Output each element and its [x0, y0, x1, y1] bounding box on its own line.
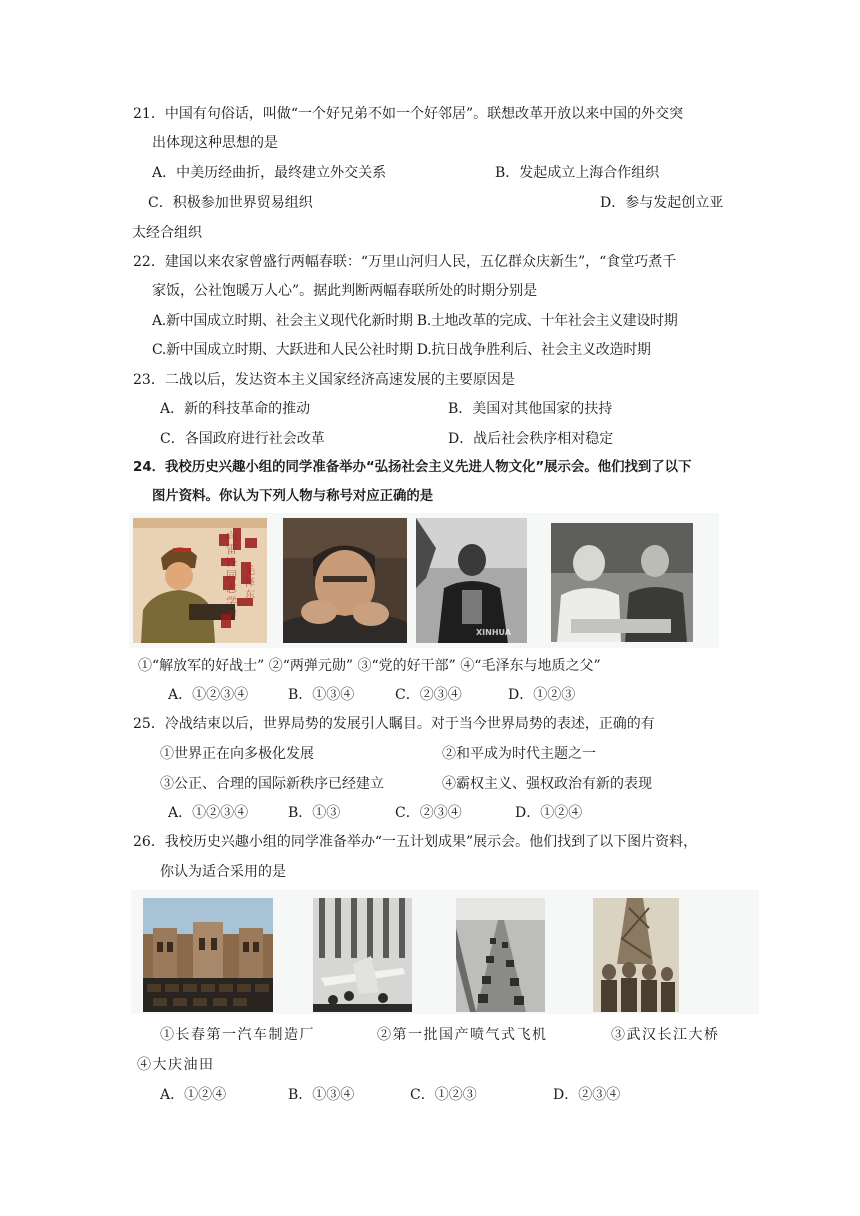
q26-stem-line1: 26．我校历史兴趣小组的同学准备举办“一五计划成果”展示会。他们找到了以下图片资料， — [133, 834, 698, 850]
q23-stem: 23．二战以后，发达资本主义国家经济高速发展的主要原因是 — [133, 372, 515, 388]
jiao-yulu-photo-image — [416, 518, 527, 643]
mao-signature-lettering: 毛泽东 — [245, 566, 255, 601]
q25-option-c: C．②③④ — [395, 805, 462, 821]
q26-caption-4: ④大庆油田 — [137, 1057, 215, 1073]
changchun-auto-plant-image — [143, 898, 273, 1012]
q24-option-c: C．②③④ — [395, 687, 462, 703]
q26-option-b: B．①③④ — [288, 1087, 355, 1103]
q22-stem-line1: 22．建国以来农家曾盛行两幅春联：“万里山河归人民，五亿群众庆新生”，“食堂巧煮千 — [133, 254, 677, 270]
q26-option-c: C．①②③ — [410, 1087, 477, 1103]
lei-feng-poster-lettering: 向雷锋同志学习 — [226, 530, 237, 621]
lei-feng-poster-image — [133, 518, 267, 643]
deng-jiaxian-photo-image — [283, 518, 407, 643]
daqing-oilfield-image — [593, 898, 679, 1012]
q25-statement-4: ④霸权主义、强权政治有新的表现 — [442, 776, 652, 792]
q25-option-b: B．①③ — [288, 805, 341, 821]
q21-stem-line2: 出体现这种思想的是 — [152, 135, 278, 151]
q21-option-d: D．参与发起创立亚 — [600, 195, 724, 211]
q21-stem-line1: 21．中国有句俗话，叫做“一个好兄弟不如一个好邻居”。联想改革开放以来中国的外交突 — [133, 106, 684, 122]
q22-stem-line2: 家饭，公社饱暖万人心”。据此判断两幅春联所处的时期分别是 — [152, 283, 538, 299]
jet-aircraft-image — [313, 898, 412, 1012]
q25-statement-3: ③公正、合理的国际新秩序已经建立 — [160, 776, 384, 792]
xinhua-watermark: XINHUA — [476, 628, 511, 637]
mao-li-siguang-photo-image — [551, 523, 693, 642]
q22-options-cd: C.新中国成立时期、大跃进和人民公社时期 D.抗日战争胜利后、社会主义改造时期 — [152, 342, 651, 358]
q22-options-ab: A.新中国成立时期、社会主义现代化新时期 B.土地改革的完成、十年社会主义建设时期 — [152, 313, 678, 329]
q25-option-a: A．①②③④ — [168, 805, 249, 821]
q24-stem-line2: 图片资料。你认为下列人物与称号对应正确的是 — [152, 489, 434, 504]
q21-option-d-continued: 太经合组织 — [132, 225, 202, 241]
q23-option-b: B．美国对其他国家的扶持 — [448, 401, 613, 417]
q24-option-b: B．①③④ — [288, 687, 355, 703]
q21-option-a: A．中美历经曲折，最终建立外交关系 — [152, 165, 387, 181]
wuhan-bridge-image — [456, 898, 545, 1012]
q21-option-b: B．发起成立上海合作组织 — [495, 165, 660, 181]
q25-statement-2: ②和平成为时代主题之一 — [442, 746, 596, 762]
q25-stem: 25．冷战结束以后，世界局势的发展引人瞩目。对于当今世界局势的表述，正确的有 — [133, 716, 655, 732]
q23-option-a: A．新的科技革命的推动 — [160, 401, 311, 417]
q24-option-d: D．①②③ — [508, 687, 576, 703]
q26-caption-2: ②第一批国产喷气式飞机 — [377, 1027, 548, 1043]
q26-caption-3: ③武汉长江大桥 — [611, 1027, 720, 1043]
q26-option-a: A．①②④ — [160, 1087, 227, 1103]
q24-option-a: A．①②③④ — [168, 687, 249, 703]
q26-option-d: D．②③④ — [553, 1087, 621, 1103]
q23-option-d: D．战后社会秩序相对稳定 — [448, 431, 614, 447]
q21-option-c: C．积极参加世界贸易组织 — [148, 195, 313, 211]
q24-titles-list: ①“解放军的好战士” ②“两弹元勋” ③“党的好干部” ④“毛泽东与地质之父” — [138, 658, 601, 674]
q24-stem-line1: 24．我校历史兴趣小组的同学准备举办“弘扬社会主义先进人物文化”展示会。他们找到了以下 — [133, 460, 692, 475]
q23-option-c: C．各国政府进行社会改革 — [160, 431, 325, 447]
q26-caption-1: ①长春第一汽车制造厂 — [160, 1027, 315, 1043]
q25-statement-1: ①世界正在向多极化发展 — [160, 746, 314, 762]
q26-stem-line2: 你认为适合采用的是 — [160, 864, 286, 880]
q25-option-d: D．①②④ — [515, 805, 583, 821]
